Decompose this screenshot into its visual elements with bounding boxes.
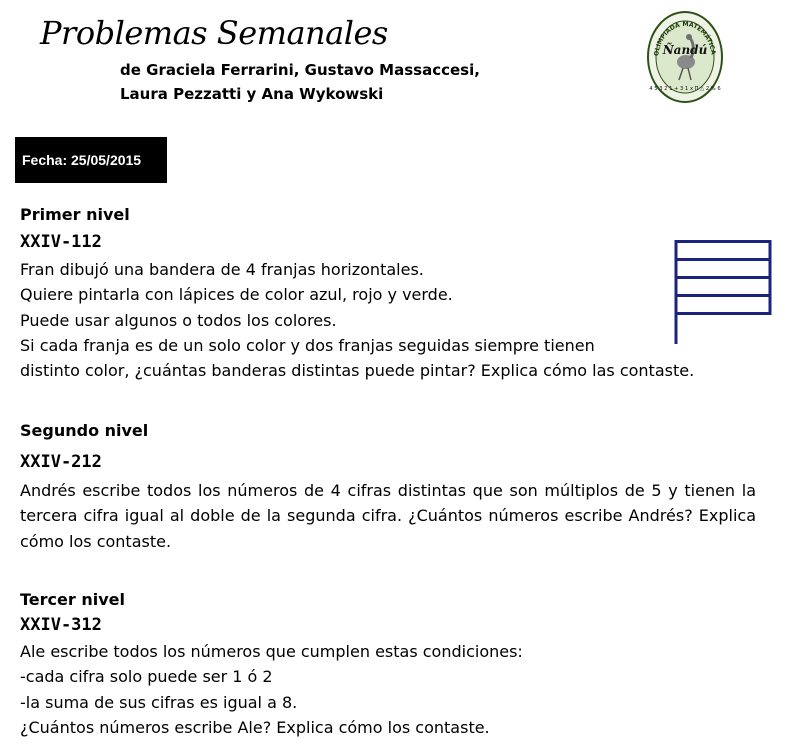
level-3-line: ¿Cuántos números escribe Ale? Explica cómo los contaste. xyxy=(20,717,490,737)
level-3-line: -la suma de sus cifras es igual a 8. xyxy=(20,692,298,712)
level-1-line: Quiere pintarla con lápices de color azul, rojo y verde. xyxy=(20,285,453,305)
logo-arc-text: OLIMPIADA MATEMÁTICA xyxy=(653,20,717,57)
level-1-title: Primer nivel xyxy=(20,205,130,224)
page-title: Problemas Semanales xyxy=(40,14,388,52)
level-2-title: Segundo nivel xyxy=(20,421,149,440)
level-2-code: XXIV-212 xyxy=(20,452,102,472)
olympiad-logo-icon xyxy=(646,10,724,104)
level-3-title: Tercer nivel xyxy=(20,590,125,609)
flag-stripe xyxy=(676,278,770,296)
authors xyxy=(120,58,480,106)
authors-line-1: de Graciela Ferrarini, Gustavo Massaccesi, xyxy=(120,61,480,79)
date-badge xyxy=(15,137,167,183)
level-3-code: XXIV-312 xyxy=(20,615,102,635)
logo-numbers-text: 4 5 3 2 1 + 3 1 x Π △ 2 % 6 xyxy=(649,86,721,92)
level-3-problem xyxy=(20,639,523,740)
level-1-line: Si cada franja es de un solo color y dos franjas seguidas siempre tienen xyxy=(20,335,595,355)
level-1-code: XXIV-112 xyxy=(20,232,102,252)
flag-drawing xyxy=(674,240,772,346)
authors-line-2: Laura Pezzatti y Ana Wykowski xyxy=(120,85,384,103)
flag-stripe xyxy=(676,296,770,314)
level-1-problem xyxy=(20,257,694,383)
date-label: Fecha: 25/05/2015 xyxy=(22,152,142,168)
flag-stripe xyxy=(676,260,770,278)
level-1-line: Fran dibujó una bandera de 4 franjas horizontales. xyxy=(20,260,424,279)
level-1-line: Puede usar algunos o todos los colores. xyxy=(20,310,337,330)
level-3-line: Ale escribe todos los números que cumplen estas condiciones: xyxy=(20,642,523,661)
level-3-line: -cada cifra solo puede ser 1 ó 2 xyxy=(20,667,273,687)
level-2-problem: Andrés escribe todos los números de 4 cifras distintas que son múltiplos de 5 y tienen la tercera cifra igual al doble de la segunda cifra. ¿Cuántos números escribe Andrés? Explica cómo los contaste. xyxy=(20,481,756,551)
level-1-line: distinto color, ¿cuántas banderas distintas puede pintar? Explica cómo las contaste. xyxy=(20,361,695,381)
flag-stripe xyxy=(676,242,770,260)
logo-name-text: Ñandú xyxy=(662,43,708,57)
